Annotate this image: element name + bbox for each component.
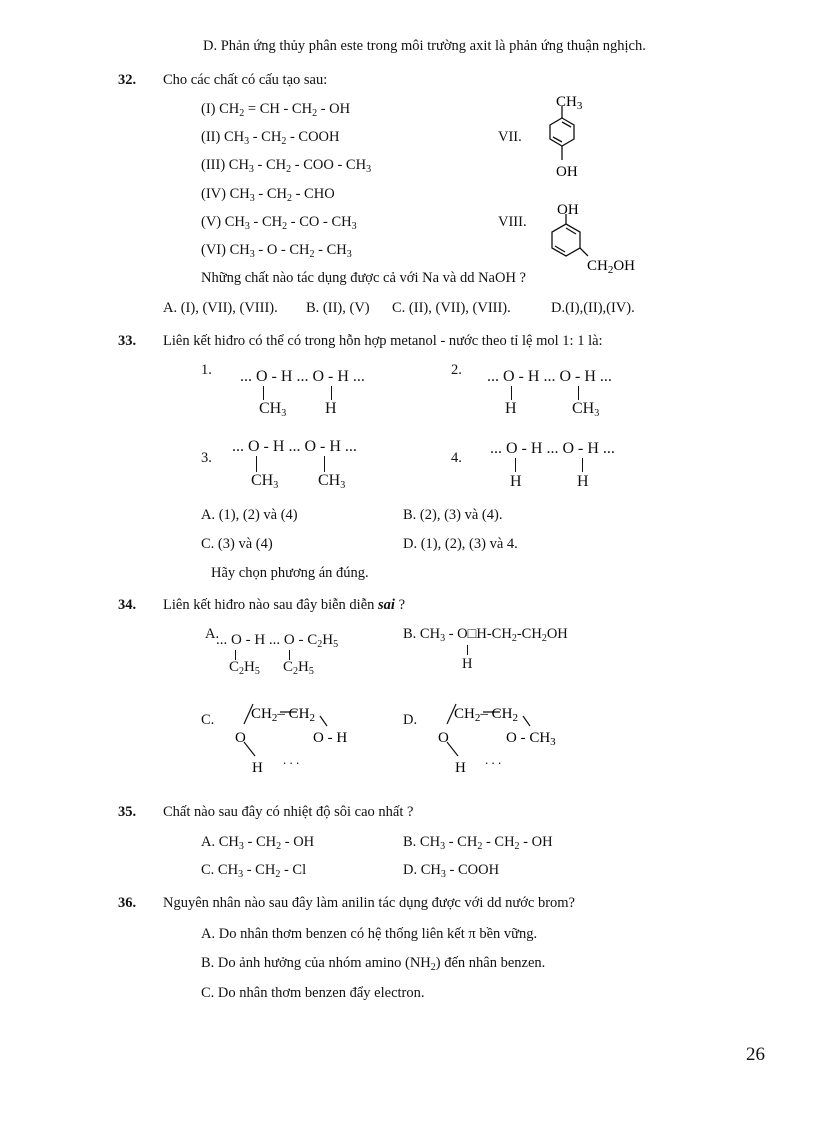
q34-a-label[interactable]: A.: [205, 626, 220, 642]
q33-number: 33.: [118, 333, 137, 349]
viii-top-group: OH: [557, 202, 579, 218]
q33-stem: Liên kết hiđro có thể có trong hỗn hợp metanol - nước theo tỉ lệ mol 1: 1 là:: [163, 333, 603, 349]
bond: [331, 386, 332, 400]
q34-a-chain: ... O - H ... O - $C_2H_5$: [216, 632, 339, 650]
q35-stem: Chất nào sau đây có nhiệt độ sôi cao nhất ?: [163, 804, 414, 820]
q35-option-a[interactable]: A. $CH_3 - CH_2$ - OH: [201, 834, 315, 852]
q32-structure-viii: [530, 200, 680, 280]
q32-label-viii: VIII.: [498, 214, 527, 230]
q34-d-dots: . . .: [485, 752, 502, 767]
q32-formula-i: (I) $CH_2$ = CH - $CH_2$ - OH: [201, 101, 351, 119]
q33-chain-2: ... O - H ... O - H ...: [487, 368, 612, 385]
q32-label-vii: VII.: [498, 129, 522, 145]
q34-d-structure: [428, 698, 578, 778]
q31-option-d: D. Phản ứng thủy phân este trong môi trường axit là phản ứng thuận nghịch.: [203, 38, 646, 54]
q34-stem-pre: Liên kết hiđro nào sau đây biễn diễn: [163, 597, 379, 613]
q33-s3-ch3-left: $CH_3$: [251, 472, 279, 491]
q32-formula-v: (V) $CH_3 - CH_2$ - CO - $CH_3$: [201, 214, 357, 232]
q33-option-c[interactable]: C. (3) và (4): [201, 536, 273, 552]
q35-option-c[interactable]: C. $CH_3 - CH_2$ - Cl: [201, 862, 307, 880]
q32-number: 32.: [118, 72, 137, 88]
q33-s1-h: H: [325, 400, 337, 417]
q33-option-d[interactable]: D. (1), (2), (3) và 4.: [403, 536, 518, 552]
q35-option-d[interactable]: D. $CH_3$ - COOH: [403, 862, 500, 880]
q32-formula-iv: (IV) $CH_3 - CH_2$ - CHO: [201, 186, 335, 204]
q32-option-d[interactable]: D.(I),(II),(IV).: [551, 300, 635, 316]
q34-d-ring-h: H: [455, 760, 466, 776]
q33-chain-1: ... O - H ... O - H ...: [240, 368, 365, 385]
q33-s2-h: H: [505, 400, 517, 417]
q34-stem-emphasis: sai: [378, 597, 395, 613]
vii-bottom-group: OH: [556, 164, 578, 180]
q36-stem: Nguyên nhân nào sau đây làm anilin tác dụng được với dd nước brom?: [163, 895, 575, 911]
q34-d-ring-top: $CH_2-$ $CH_2$: [454, 706, 518, 724]
q33-s4-h-right: H: [577, 473, 589, 490]
q34-a-c2h5-right: $C_2H_5$: [283, 659, 314, 677]
q33-instruction: Hãy chọn phương án đúng.: [211, 565, 369, 581]
q33-label-2: 2.: [451, 362, 462, 378]
q34-c-label[interactable]: C.: [201, 712, 215, 728]
q34-d-label[interactable]: D.: [403, 712, 418, 728]
q32-question: Những chất nào tác dụng được cả với Na và dd NaOH ?: [201, 270, 526, 286]
q34-stem-post: ?: [394, 597, 406, 613]
q34-a-c2h5-left: $C_2H_5$: [229, 659, 260, 677]
q32-formula-ii: (II) $CH_3 - CH_2$ - COOH: [201, 129, 340, 147]
q34-number: 34.: [118, 597, 137, 613]
q36-option-c[interactable]: C. Do nhân thơm benzen đẩy electron.: [201, 985, 425, 1001]
viii-side-group: $CH_2OH$: [587, 258, 636, 276]
q34-stem: [163, 597, 405, 614]
q32-formula-vi: (VI) $CH_3$ - O - $CH_2 - CH_3$: [201, 242, 352, 260]
q34-c-right: O - H: [313, 730, 348, 746]
bond: [582, 458, 583, 472]
bond: [256, 456, 257, 472]
q34-option-b[interactable]: B. $CH_3$ - $O□H-CH_2-CH_2OH$: [403, 626, 568, 644]
bond: [324, 456, 325, 472]
q32-structure-vii: [530, 88, 610, 188]
q34-b-h: H: [462, 656, 473, 672]
q33-option-a[interactable]: A. (1), (2) và (4): [201, 507, 298, 523]
q34-c-ring-o: O: [235, 730, 246, 746]
bond: [515, 458, 516, 472]
q36-number: 36.: [118, 895, 137, 911]
q33-s3-ch3-right: $CH_3$: [318, 472, 346, 491]
q33-s2-ch3: $CH_3$: [572, 400, 600, 419]
q36-option-b[interactable]: B. Do ảnh hưởng của nhóm amino $(NH_2)$ đến nhân benzen.: [201, 955, 546, 973]
q36-option-a[interactable]: A. Do nhân thơm benzen có hệ thống liên kết π bền vững.: [201, 926, 538, 942]
q34-c-ring-h: H: [252, 760, 263, 776]
q34-d-right: O - $CH_3$: [506, 730, 556, 748]
q34-c-dots: . . .: [283, 752, 300, 767]
q32-option-a[interactable]: A. (I), (VII), (VIII).: [163, 300, 278, 316]
bond: [578, 386, 579, 400]
q33-s4-h-left: H: [510, 473, 522, 490]
q33-label-3: 3.: [201, 450, 212, 466]
q33-s1-ch3: $CH_3$: [259, 400, 287, 419]
q32-stem: Cho các chất có cấu tạo sau:: [163, 72, 328, 88]
q33-option-b[interactable]: B. (2), (3) và (4).: [403, 507, 503, 523]
q34-c-ring-top: $CH_2-$ $CH_2$: [251, 706, 315, 724]
bond: [263, 386, 264, 400]
q32-option-c[interactable]: C. (II), (VII), (VIII).: [392, 300, 511, 316]
vii-top-group: $CH_3$: [556, 94, 583, 112]
bond: [511, 386, 512, 400]
benzene-ring-vii: [550, 106, 574, 160]
benzene-ring-viii: [552, 214, 588, 256]
q32-formula-iii: (III) $CH_3 - CH_2$ - COO - $CH_3$: [201, 157, 372, 175]
q33-label-1: 1.: [201, 362, 212, 378]
q32-option-b[interactable]: B. (II), (V): [306, 300, 370, 316]
q33-chain-4: ... O - H ... O - H ...: [490, 440, 615, 457]
q34-c-structure: [225, 698, 365, 778]
q35-option-b[interactable]: B. $CH_3 - CH_2 - CH_2$ - OH: [403, 834, 553, 852]
q35-number: 35.: [118, 804, 137, 820]
q33-label-4: 4.: [451, 450, 462, 466]
q34-d-ring-o: O: [438, 730, 449, 746]
bond: [467, 645, 468, 655]
page-number: 26: [746, 1044, 765, 1065]
q33-chain-3: ... O - H ... O - H ...: [232, 438, 357, 455]
